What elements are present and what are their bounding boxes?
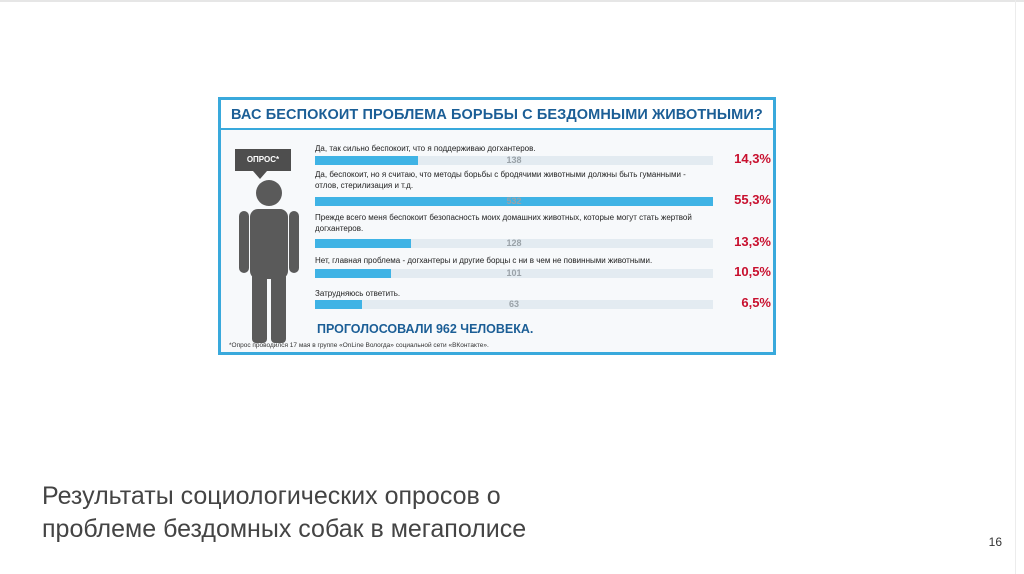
bar-track [315, 269, 713, 278]
bar-count-label: 532 [506, 196, 522, 206]
poll-header [221, 100, 773, 130]
bar [315, 269, 391, 278]
slide-right-border [1015, 0, 1016, 574]
bar [315, 300, 362, 309]
question-label: Да, так сильно беспокоит, что я поддерживаю догхантеров. [315, 144, 536, 153]
bar-count-label: 101 [506, 268, 522, 278]
slide-title-line-1: Результаты социологических опросов о [42, 482, 501, 510]
person-silhouette-icon [231, 145, 311, 345]
question-label: Да, беспокоит, но я считаю, что методы борьбы с бродячими животными должны быть гуманными - отлов, стерилизация и т.д. [315, 170, 686, 190]
poll-title: ВАС БЕСПОКОИТ ПРОБЛЕМА БОРЬБЫ С БЕЗДОМНЫМИ ЖИВОТНЫМИ? [231, 107, 763, 123]
slide-title [42, 480, 742, 546]
bar-count-label: 63 [508, 299, 519, 309]
bar-track [315, 239, 713, 248]
percent-label: 14,3% [734, 151, 771, 166]
percent-label: 13,3% [734, 234, 771, 249]
percent-label: 6,5% [741, 295, 771, 310]
poll-badge: ОПРОС* [235, 149, 291, 171]
poll-infographic [218, 97, 776, 355]
question-label: Затрудняюсь ответить. [315, 289, 401, 298]
bar-count-label: 138 [506, 155, 522, 165]
bar-track [315, 197, 713, 206]
page-number: 16 [988, 535, 1002, 549]
percent-label: 55,3% [734, 192, 771, 207]
poll-footnote: *Опрос проводился 17 мая в группе «OnLine Вологда» социальной сети «ВКонтакте». [229, 342, 489, 349]
bar [315, 239, 411, 248]
question-label: Прежде всего меня беспокоит безопасность моих домашних животных, которые могут стать жертвой догхантеров. [315, 213, 692, 233]
poll-total: ПРОГОЛОСОВАЛИ 962 ЧЕЛОВЕКА. [317, 322, 534, 336]
bar [315, 156, 418, 165]
person-figure [231, 145, 311, 345]
percent-label: 10,5% [734, 264, 771, 279]
slide-top-border [0, 0, 1024, 2]
question-label: Нет, главная проблема - догхантеры и другие борцы с ни в чем не повинными животными. [315, 256, 653, 265]
bar-count-label: 128 [506, 238, 522, 248]
bar-track [315, 300, 713, 309]
slide-title-line-2: проблеме бездомных собак в мегаполисе [42, 515, 527, 543]
bar-track [315, 156, 713, 165]
